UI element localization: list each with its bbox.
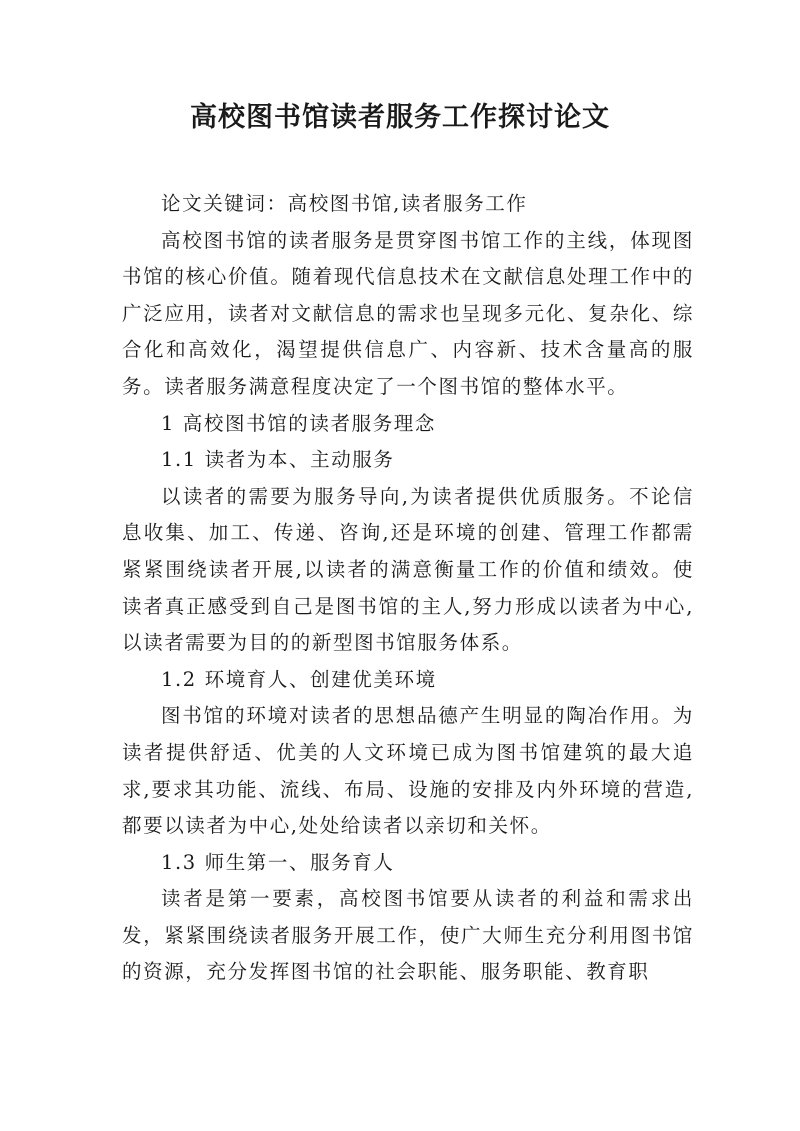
- section-heading-1: 1 高校图书馆的读者服务理念: [161, 411, 437, 435]
- paragraph-1-1: 以读者的需要为服务导向,为读者提供优质服务。不论信息收集、加工、传递、咨询,还是环境的创建、管理工作都需紧紧围绕读者开展,以读者的满意衡量工作的价值和绩效。使读者真正感受到自己是图书馆的主人,努力形成以读者为中心,以读者需要为目的的新型图书馆服务体系。: [122, 484, 694, 655]
- subsection-heading-1-2: 1.2 环境育人、创建优美环境: [161, 667, 437, 691]
- subsection-heading-1-3: 1.3 师生第一、服务育人: [161, 850, 395, 874]
- keywords-line: 论文关键词：高校图书馆,读者服务工作: [161, 192, 528, 215]
- paragraph-1-2: 图书馆的环境对读者的思想品德产生明显的陶冶作用。为读者提供舒适、优美的人文环境已成为图书馆建筑的最大追求,要求其功能、流线、布局、设施的安排及内外环境的营造,都要以读者为中心,处处给读者以亲切和关怀。: [122, 704, 694, 838]
- paragraph-1-3: 读者是第一要素，高校图书馆要从读者的利益和需求出发，紧紧围绕读者服务开展工作，使广大师生充分利用图书馆的资源，充分发挥图书馆的社会职能、服务职能、教育职: [122, 887, 694, 984]
- subsection-heading-1-1: 1.1 读者为本、主动服务: [161, 448, 395, 472]
- document-title: 高校图书馆读者服务工作探讨论文: [190, 102, 610, 133]
- document-body: [122, 186, 694, 991]
- intro-paragraph: 高校图书馆的读者服务是贯穿图书馆工作的主线，体现图书馆的核心价值。随着现代信息技术在文献信息处理工作中的广泛应用，读者对文献信息的需求也呈现多元化、复杂化、综合化和高效化，渴望提供信息广、内容新、技术含量高的服务。读者服务满意程度决定了一个图书馆的整体水平。: [122, 228, 694, 398]
